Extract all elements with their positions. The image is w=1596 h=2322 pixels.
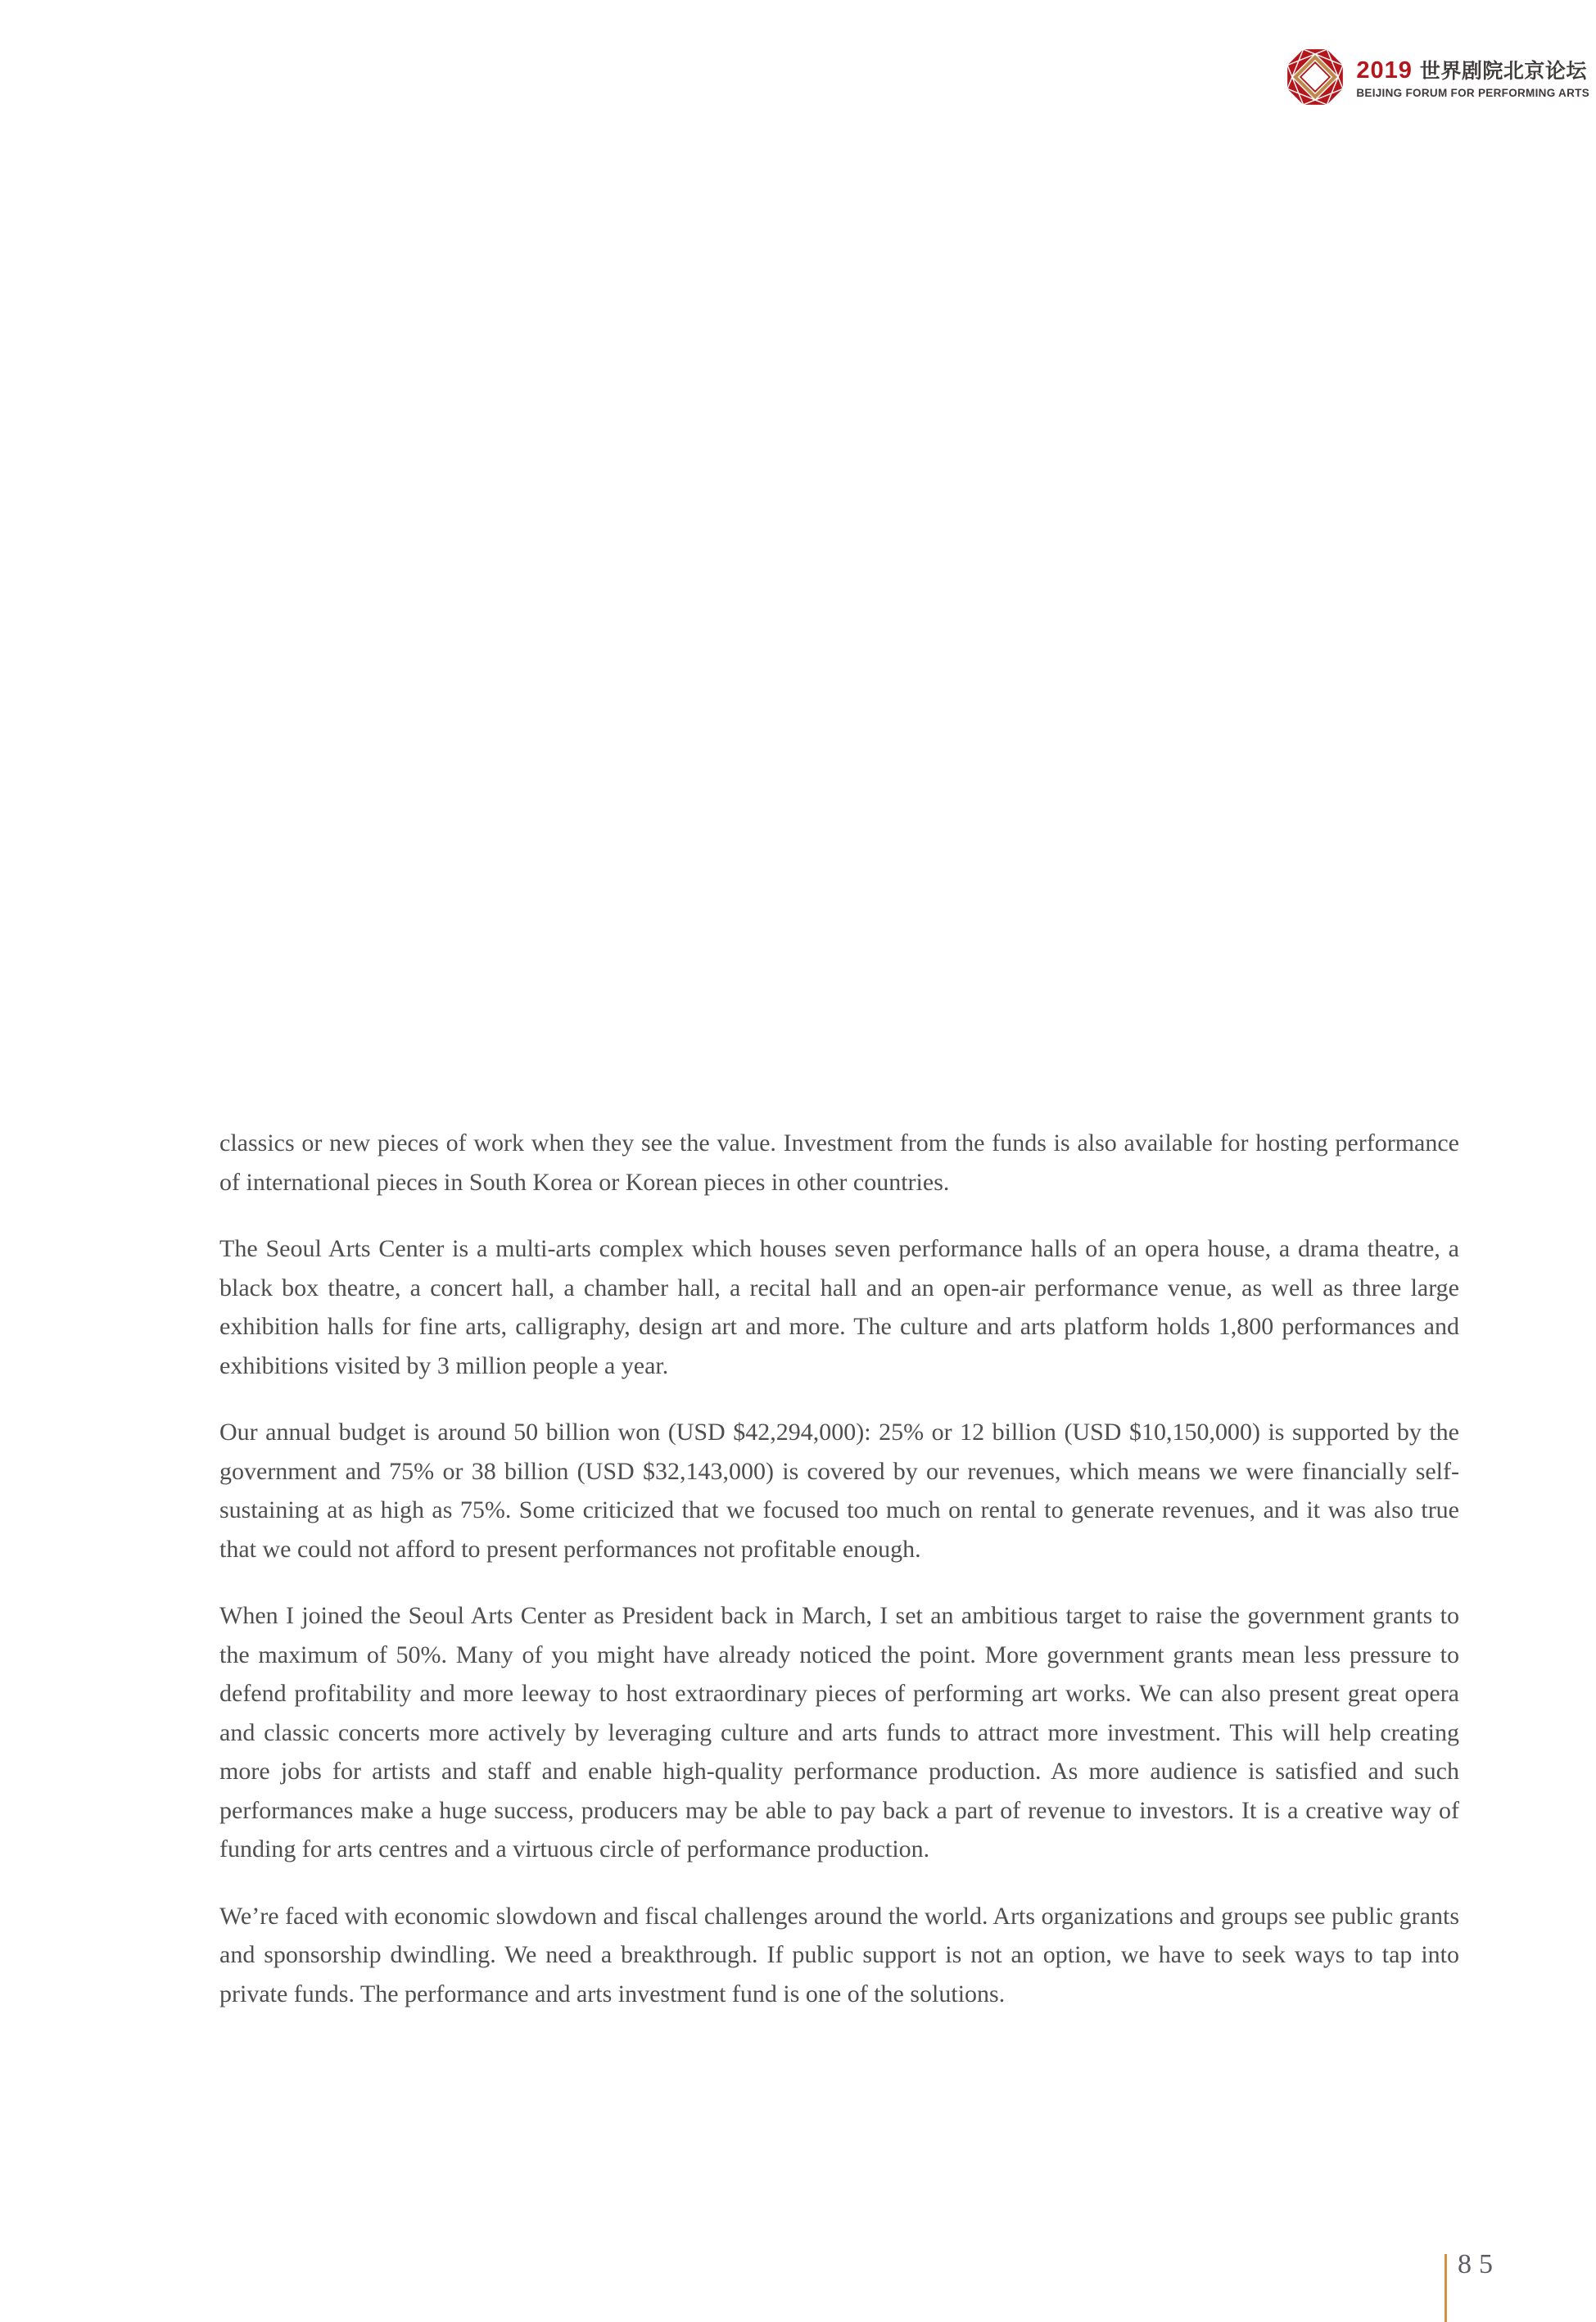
paragraph: The Seoul Arts Center is a multi-arts complex which houses seven performance halls of an opera house, a drama theatre, a black box theatre, a concert hall, a chamber hall, a recital hall and an open-air performance venue, as well as three large exhibition halls for fine arts, calligraphy, design art and more. The culture and arts platform holds 1,800 performances and exhibitions visited by 3 million people a year. — [219, 1235, 1459, 1379]
forum-logo-text — [1356, 55, 1589, 99]
forum-logo — [1286, 48, 1589, 106]
page-number: 85 — [1458, 2249, 1500, 2279]
logo-year: 2019 — [1356, 57, 1413, 84]
forum-logo-icon — [1286, 48, 1345, 106]
paragraph: Our annual budget is around 50 billion won (USD $42,294,000): 25% or 12 billion (USD $10,150,000) is supported by the government and 75% or 38 billion (USD $32,143,000) is covered by our revenues, which means we were financially self-sustaining at as high as 75%. Some criticized that we focused too much on rental to generate revenues, and it was also true that we could not afford to present performances not profitable enough. — [219, 1419, 1459, 1563]
paragraph: When I joined the Seoul Arts Center as President back in March, I set an ambitious target to raise the government grants to the maximum of 50%. Many of you might have already noticed the point. More government grants mean less pressure to defend profitability and more leeway to host extraordinary pieces of performing art works. We can also present great opera and classic concerts more actively by leveraging culture and arts funds to attract more investment. This will help creating more jobs for artists and staff and enable high-quality performance production. As more audience is satisfied and such performances make a huge success, producers may be able to pay back a part of revenue to investors. It is a creative way of funding for arts centres and a virtuous circle of performance production. — [219, 1602, 1459, 1863]
footer-rule — [1445, 2254, 1447, 2322]
paragraph: classics or new pieces of work when they see the value. Investment from the funds is also available for hosting performance of international pieces in South Korea or Korean pieces in other countries. — [219, 1129, 1459, 1196]
logo-title-zh: 世界剧院北京论坛 — [1419, 60, 1587, 83]
paragraph: We’re faced with economic slowdown and fiscal challenges around the world. Arts organizations and groups see public grants and sponsorship dwindling. We need a breakthrough. If public support is not an option, we have to seek ways to tap into private funds. The performance and arts investment fund is one of the solutions. — [219, 1902, 1459, 2007]
logo-subtitle-en: BEIJING FORUM FOR PERFORMING ARTS — [1356, 87, 1589, 99]
page-body-text — [219, 1124, 1459, 2013]
